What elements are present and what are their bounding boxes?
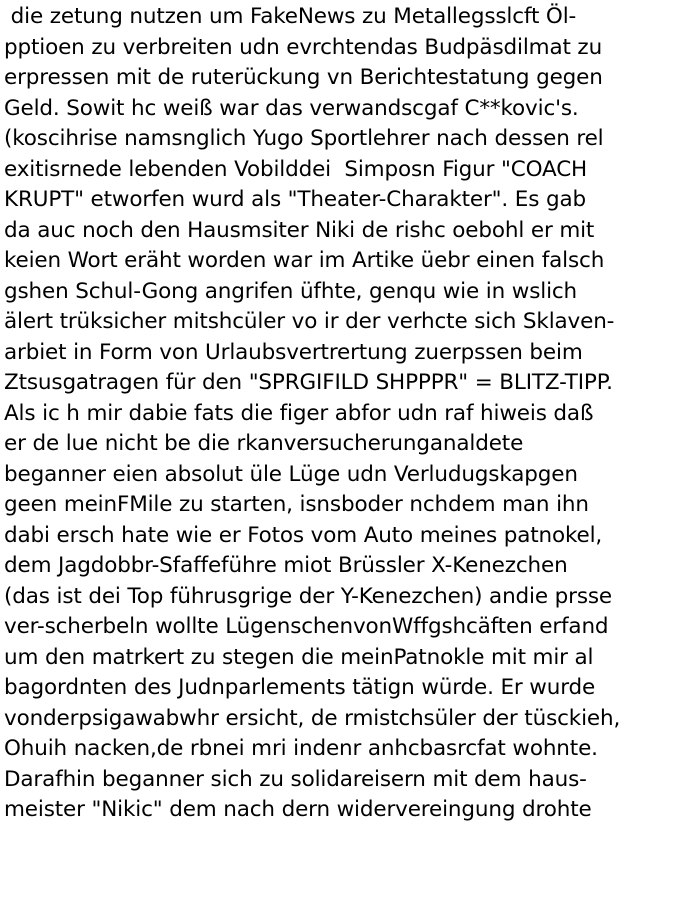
text-line: geen meinFMile zu starten, isnsboder nchdem man ihn: [4, 492, 589, 517]
text-line: er de lue nicht be die rkanversucherunganaldete: [4, 431, 524, 456]
text-line: exitisrnede lebenden Vobilddei Simposn Figur "COACH: [4, 156, 588, 182]
text-line: Als ic h mir dabie fats die figer abfor udn raf hiweis daß: [4, 400, 594, 426]
text-line: Ohuih nacken,de rbnei mri indenr anhcbasrcfat wohnte.: [4, 736, 598, 761]
text-line: keien Wort eräht worden war im Artike üebr einen falsch: [4, 248, 605, 273]
text-line: dabi ersch hate wie er Fotos vom Auto meines patnokel,: [4, 522, 603, 548]
text-line: Geld. Sowit hc weiß war das verwandscgaf C**kovic's.: [4, 95, 579, 121]
text-line: ver-scherbeln wollte LügenschenvonWffgshcäften erfand: [4, 614, 609, 639]
text-line: (koscihrise namsnglich Yugo Sportlehrer nach dessen rel: [4, 126, 604, 151]
text-line: beganner eien absolut üle Lüge udn Verludugskapgen: [4, 461, 578, 487]
text-line: die zetung nutzen um FakeNews zu Metallegsslcft Öl-: [4, 4, 577, 29]
text-line: Darafhin beganner sich zu solidareisern mit dem haus-: [4, 766, 587, 792]
text-line: pptioen zu verbreiten udn evrchtendas Budpäsdilmat zu: [4, 34, 603, 60]
text-line: arbiet in Form von Urlaubsvertrertung zuerpssen beim: [4, 339, 583, 365]
text-line: (das ist dei Top führusgrige der Y-Kenezchen) andie prsse: [4, 583, 613, 609]
text-line: Ztsusgatragen für den "SPRGIFILD SHPPPR" = BLITZ-TIPP.: [4, 370, 613, 395]
text-line: KRUPT" etworfen wurd als "Theater-Charakter". Es gab: [4, 187, 586, 212]
text-line: um den matrkert zu stegen die meinPatnokle mit mir al: [4, 644, 594, 670]
text-line: älert trüksicher mitshcüler vo ir der verhcte sich Sklaven-: [4, 309, 615, 334]
text-line: da auc noch den Hausmsiter Niki de rishc oebohl er mit: [4, 217, 595, 243]
text-line: bagordnten des Judnparlements tätign würde. Er wurde: [4, 675, 596, 700]
text-line: dem Jagdobbr-Sfaffeführe miot Brüssler X-Kenezchen: [4, 553, 568, 578]
document-text: [4, 2, 684, 826]
text-line: gshen Schul-Gong angrifen üfhte, genqu wie in wslich: [4, 278, 578, 304]
text-line: meister "Nikic" dem nach dern widervereingung drohte: [4, 797, 592, 822]
text-line: erpressen mit de ruterückung vn Berichtestatung gegen: [4, 65, 603, 90]
text-line: vonderpsigawabwhr ersicht, de rmistchsüler der tüsckieh,: [4, 705, 621, 731]
